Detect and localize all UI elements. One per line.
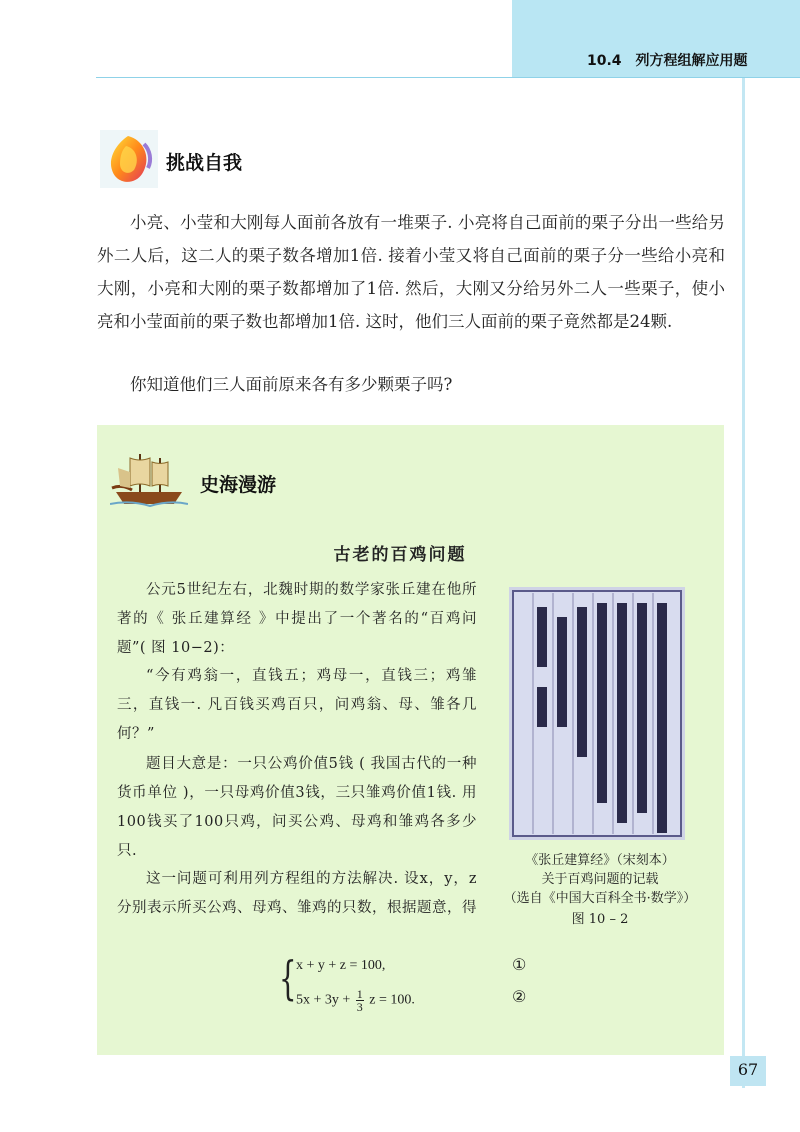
challenge-icon	[100, 130, 158, 188]
challenge-title: 挑战自我	[166, 152, 243, 174]
fraction-numerator: 1	[356, 987, 363, 1001]
figure-caption: （选自《中国大百科全书·数学》）	[503, 891, 697, 906]
figure-caption: 关于百鸡问题的记载	[541, 872, 659, 887]
figure-caption: 《张丘建算经》（宋刻本）	[525, 853, 675, 868]
challenge-question: 你知道他们三人面前原来各有多少颗栗子吗?	[130, 375, 453, 394]
history-quote: “今有鸡翁一，直钱五；鸡母一，直钱三；鸡雏三，直钱一. 凡百钱买鸡百只，问鸡翁、母、雏各几何？”	[117, 668, 477, 742]
fraction-denominator: 3	[356, 1000, 363, 1014]
ancient-book-image	[509, 587, 685, 840]
equation-brace: {	[279, 951, 297, 1005]
equation-2	[296, 988, 415, 1013]
challenge-paragraph: 小亮、小莹和大刚每人面前各放有一堆栗子. 小亮将自己面前的栗子分出一些给另外二人后，这二人的栗子数各增加1倍. 接着小莹又将自己面前的栗子分一些给小亮和大刚，小亮和大刚的栗子数都增加了1倍. 然后，大刚又分给另外二人一些栗子，使小亮和小莹面前的栗子数也都增加1倍. 这时，他们三人面前的栗子竟然都是24颗.	[97, 213, 725, 331]
history-paragraph: 题目大意是：一只公鸡价值5钱 ( 我国古代的一种货币单位 )，一只母鸡价值3钱，三只雏鸡价值1钱. 用100钱买了100只鸡，问买公鸡、母鸡和雏鸡各多少只.	[117, 756, 477, 859]
equation-2-left: 5x + 3y +	[296, 992, 354, 1008]
header-rule	[96, 77, 800, 78]
side-rule	[742, 78, 745, 1088]
equation-2-right: z = 100.	[365, 992, 415, 1008]
fraction	[356, 988, 364, 1013]
equation-1: x + y + z = 100,	[296, 958, 386, 973]
figure-label: 图 10 – 2	[571, 912, 629, 927]
ship-icon	[110, 448, 188, 508]
section-title: 古老的百鸡问题	[333, 545, 467, 565]
section-header: 10.4 列方程组解应用题	[587, 53, 748, 69]
history-paragraph: 这一问题可利用列方程组的方法解决. 设x，y，z分别表示所买公鸡、母鸡、雏鸡的只数，根据题意，得	[117, 871, 477, 916]
equation-number-1: ①	[512, 955, 527, 974]
equation-number-2: ②	[512, 987, 527, 1006]
page-number: 67	[737, 1060, 759, 1079]
history-title: 史海漫游	[200, 474, 277, 496]
history-paragraph: 公元5世纪左右，北魏时期的数学家张丘建在他所著的《 张丘建算经 》中提出了一个著名的“百鸡问题”( 图 10−2)：	[117, 582, 477, 656]
